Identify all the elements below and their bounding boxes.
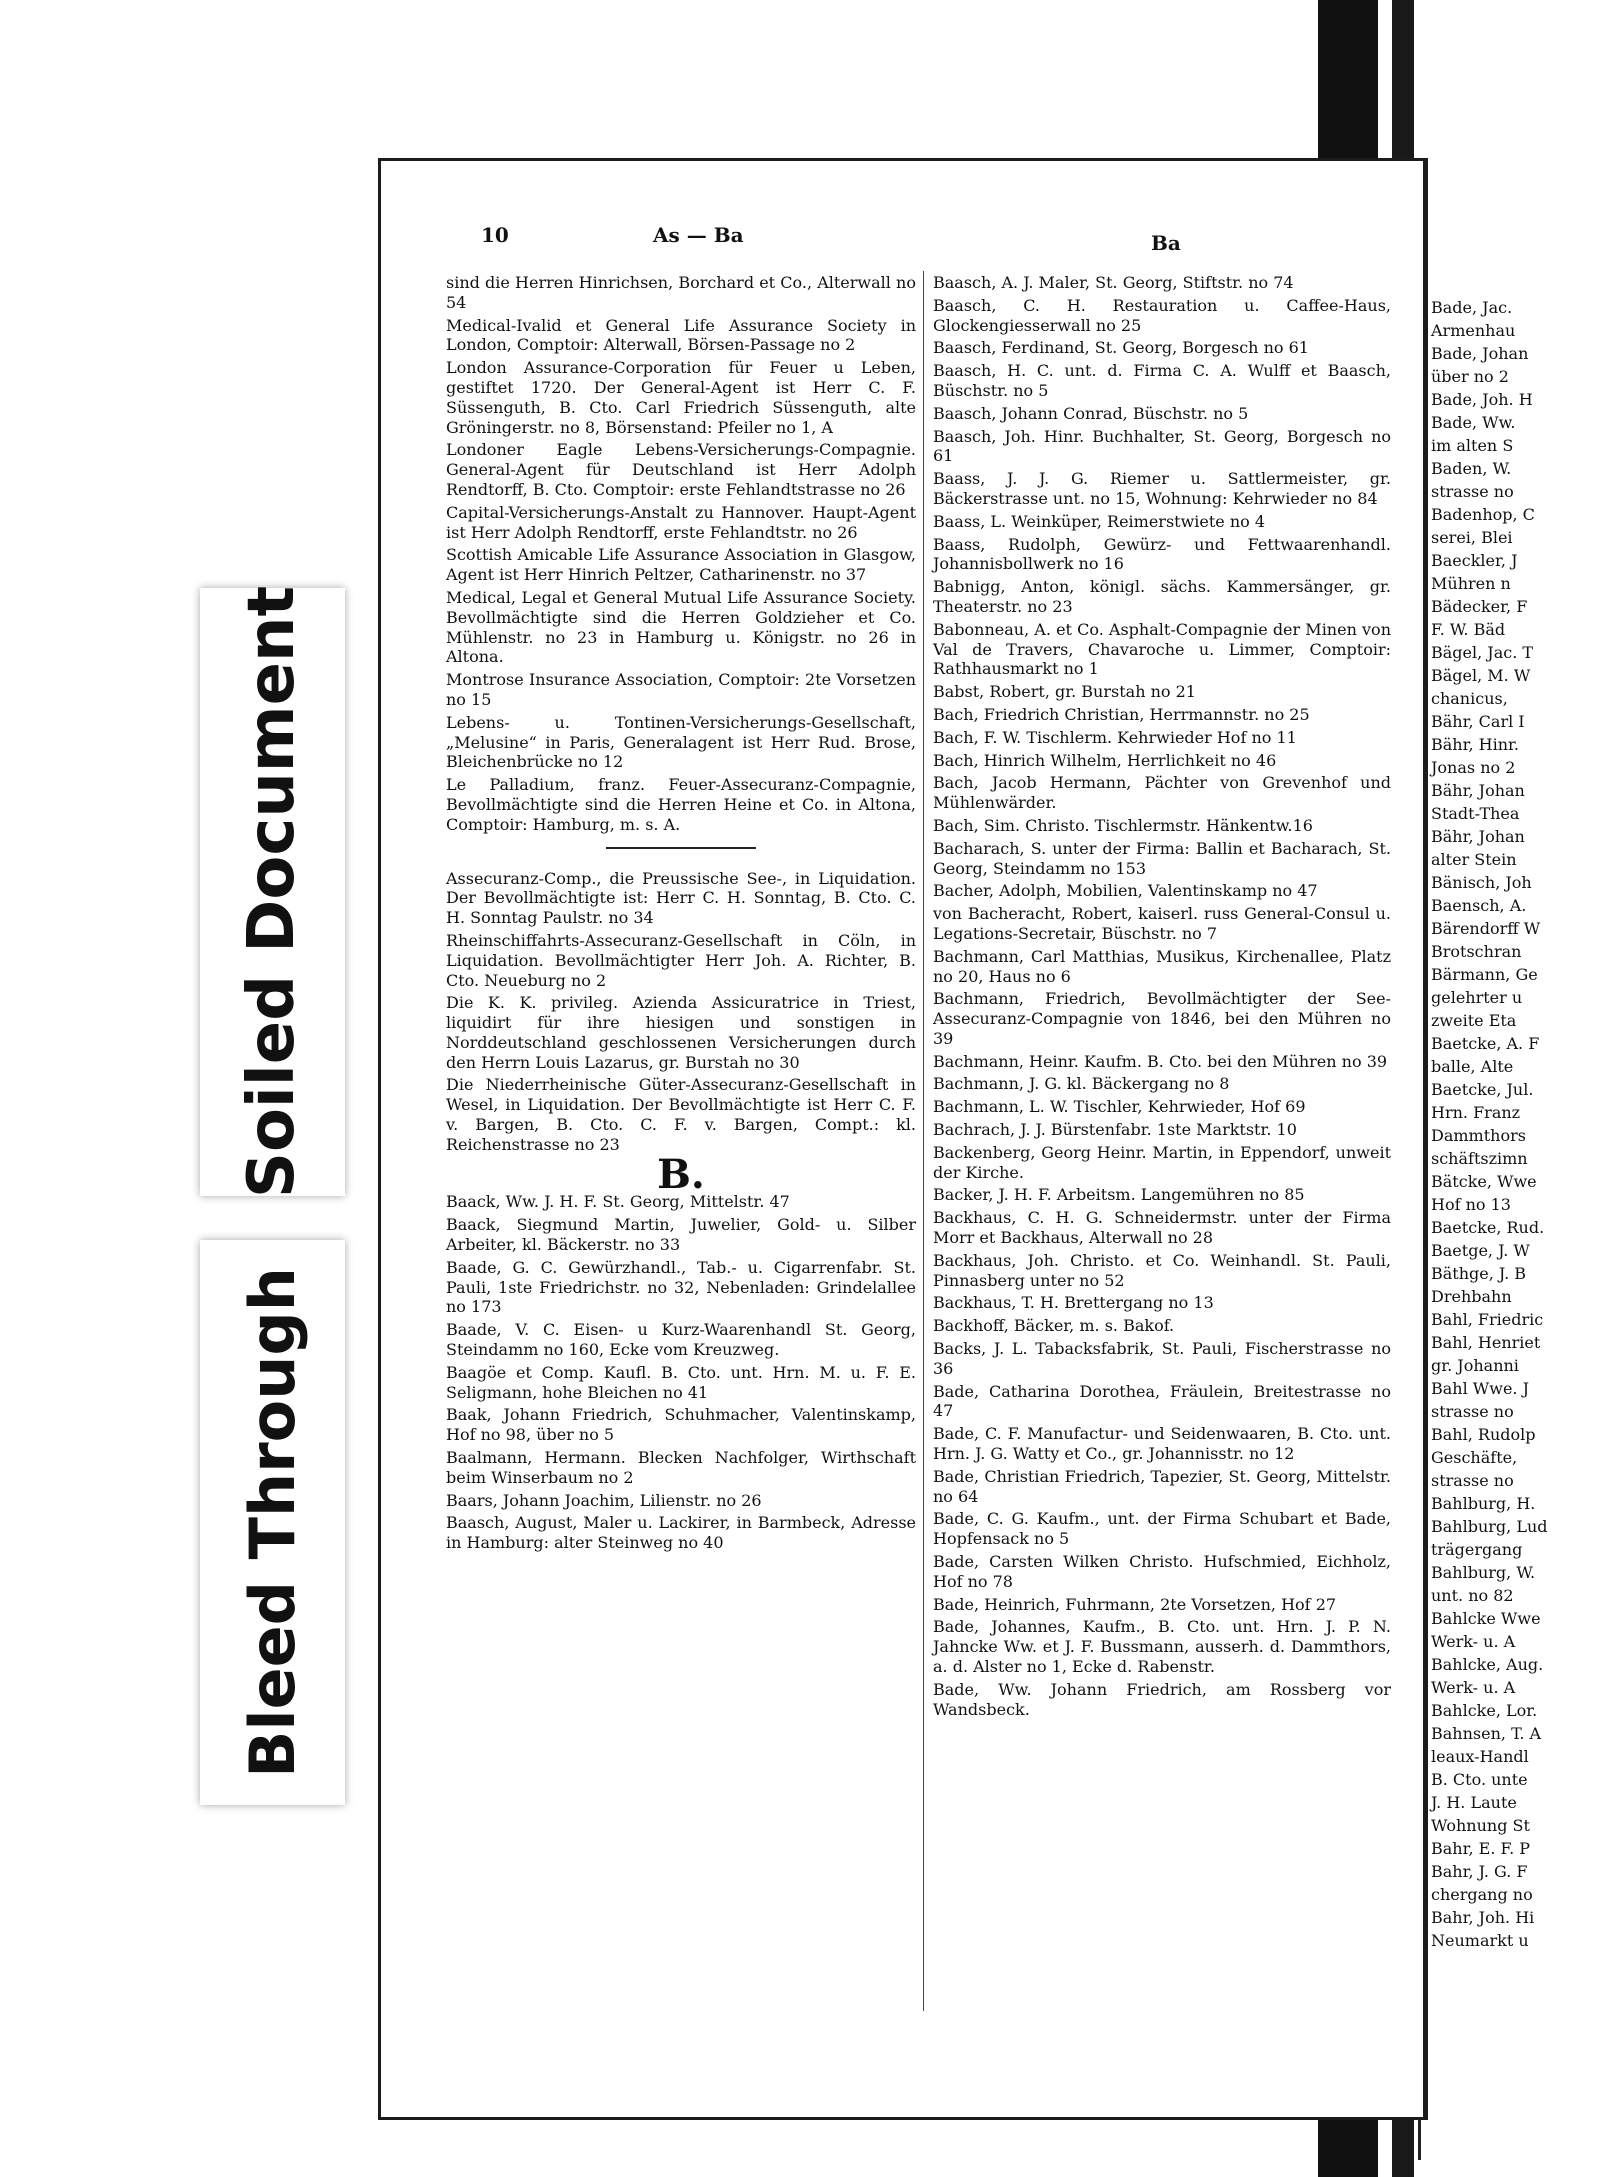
- directory-entry: Capital-Versicherungs-Anstalt zu Hannover. Haupt-Agent ist Herr Adolph Rendtorff, erste Fehlandtstr. no 26: [446, 502, 916, 542]
- next-page-line: chergang no: [1431, 1885, 1533, 1904]
- directory-entry: sind die Herren Hinrichsen, Borchard et Co., Alterwall no 54: [446, 273, 916, 312]
- directory-entry: Backhoff, Bäcker, m. s. Bakof.: [933, 1316, 1175, 1336]
- next-page-line: Bade, Ww.: [1431, 413, 1516, 432]
- column-divider: [923, 271, 924, 2011]
- next-page-line: strasse no: [1431, 1471, 1514, 1490]
- directory-entry: Lebens- u. Tontinen-Versicherungs-Gesellschaft, „Melusine“ in Paris, Generalagent ist Herr Rud. Brose, Bleichenbrücke no 12: [446, 712, 916, 772]
- next-page-line: Neumarkt u: [1431, 1931, 1529, 1950]
- next-page-line: Bähr, Hinr.: [1431, 735, 1520, 754]
- next-page-line: im alten S: [1431, 436, 1514, 455]
- next-page-line: trägergang: [1431, 1540, 1523, 1559]
- next-page-line: Wohnung St: [1431, 1816, 1530, 1835]
- next-page-line: B. Cto. unte: [1431, 1770, 1528, 1789]
- directory-entry: Bach, Hinrich Wilhelm, Herrlichkeit no 46: [933, 750, 1277, 770]
- directory-entry: Die K. K. privileg. Azienda Assicuratrice in Triest, liquidirt für ihre hiesigen und sonstigen in Norddeutschland geschlossenen Versicherungen durch den Herrn Louis Lazarus, gr. Burstah no 30: [446, 993, 916, 1072]
- next-page-line: Bahr, E. F. P: [1431, 1839, 1531, 1858]
- next-page-line: Bahlburg, Lud: [1431, 1517, 1548, 1536]
- directory-entry: Bade, Christian Friedrich, Tapezier, St. Georg, Mittelstr. no 64: [933, 1466, 1391, 1506]
- next-page-line: Baetcke, Jul.: [1431, 1080, 1534, 1099]
- directory-entry: Bachmann, Carl Matthias, Musikus, Kirchenallee, Platz no 20, Haus no 6: [933, 946, 1391, 986]
- next-page-line: Bähr, Johan: [1431, 827, 1525, 846]
- directory-entry: Baack, Siegmund Martin, Juwelier, Gold- u. Silber Arbeiter, kl. Bäckerstr. no 33: [446, 1215, 916, 1255]
- next-page-line: balle, Alte: [1431, 1057, 1514, 1076]
- next-page-line: Hof no 13: [1431, 1195, 1511, 1214]
- next-page-line: Jonas no 2: [1431, 758, 1516, 777]
- directory-entry: Scottish Amicable Life Assurance Association in Glasgow, Agent ist Herr Hinrich Peltzer, Catharinenstr. no 37: [446, 545, 916, 585]
- next-page-line: Bahlcke Wwe: [1431, 1609, 1541, 1628]
- directory-entry: Medical, Legal et General Mutual Life Assurance Society. Bevollmächtigte sind die Herren Goldzieher et Co. Mühlenstr. no 23 in Hamburg u. Königstr. no 26 in Altona.: [446, 587, 916, 667]
- next-page-line: Hrn. Franz: [1431, 1103, 1521, 1122]
- directory-entry: Bade, Carsten Wilken Christo. Hufschmied, Eichholz, Hof no 78: [933, 1552, 1391, 1591]
- next-page-line: Werk- u. A: [1431, 1632, 1516, 1651]
- left-column: [446, 273, 916, 1556]
- next-page-line: Bahr, Joh. Hi: [1431, 1908, 1535, 1927]
- directory-entry: Bacharach, S. unter der Firma: Ballin et Bacharach, St. Georg, Steindamm no 153: [933, 838, 1391, 878]
- next-page-line: Baetge, J. W: [1431, 1241, 1530, 1260]
- directory-entry: Bade, Johannes, Kaufm., B. Cto. unt. Hrn. J. P. N. Jahncke Ww. et J. F. Bussmann, ausserh. d. Dammthors, a. d. Alster no 1, Ecke d. Rabenstr.: [933, 1617, 1391, 1676]
- directory-entry: Backenberg, Georg Heinr. Martin, in Eppendorf, unweit der Kirche.: [933, 1142, 1391, 1182]
- next-page-line: Baensch, A.: [1431, 896, 1527, 915]
- directory-entry: Bade, Ww. Johann Friedrich, am Rossberg vor Wandsbeck.: [933, 1679, 1391, 1719]
- page-number: 10: [481, 223, 509, 247]
- directory-entry: Babst, Robert, gr. Burstah no 21: [933, 682, 1196, 702]
- next-page-line: schäftszimn: [1431, 1149, 1528, 1168]
- next-page-line: zweite Eta: [1431, 1011, 1517, 1030]
- directory-entry: Rheinschiffahrts-Assecuranz-Gesellschaft in Cöln, in Liquidation. Bevollmächtigter Herr Joh. A. Richter, B. Cto. Neueburg no 2: [446, 930, 916, 990]
- bleed-through-text: Bleed Through: [236, 1267, 309, 1778]
- next-page-line: Bahlburg, W.: [1431, 1563, 1536, 1582]
- directory-entry: Baass, L. Weinküper, Reimerstwiete no 4: [933, 511, 1266, 531]
- directory-entry: Baasch, A. J. Maler, St. Georg, Stiftstr. no 74: [933, 273, 1294, 292]
- next-page-line: Brotschran: [1431, 942, 1522, 961]
- directory-entry: Montrose Insurance Association, Comptoir: 2te Vorsetzen no 15: [446, 670, 916, 709]
- next-page-line: Bänisch, Joh: [1431, 873, 1532, 892]
- directory-entry: Baagöe et Comp. Kaufl. B. Cto. unt. Hrn. M. u. F. E. Seligmann, hohe Bleichen no 41: [446, 1362, 916, 1402]
- next-page-edge: [1418, 200, 1600, 2160]
- next-page-line: J. H. Laute: [1431, 1793, 1517, 1812]
- next-page-line: Bahnsen, T. A: [1431, 1724, 1542, 1743]
- directory-entry: Baars, Johann Joachim, Lilienstr. no 26: [446, 1490, 762, 1510]
- next-page-line: Bahl, Friedric: [1431, 1310, 1544, 1329]
- directory-entry: Baass, J. J. G. Riemer u. Sattlermeister, gr. Bäckerstrasse unt. no 15, Wohnung: Kehrwieder no 84: [933, 469, 1391, 508]
- directory-entry: Bade, Catharina Dorothea, Fräulein, Breitestrasse no 47: [933, 1381, 1391, 1421]
- next-page-line: Bade, Johan: [1431, 344, 1529, 363]
- next-page-line: Bade, Jac.: [1431, 298, 1513, 317]
- directory-entry: Baasch, Ferdinand, St. Georg, Borgesch no 61: [933, 338, 1309, 358]
- directory-entry: Bade, C. G. Kaufm., unt. der Firma Schubart et Bade, Hopfensack no 5: [933, 1509, 1391, 1549]
- next-page-line: Bahlcke, Aug.: [1431, 1655, 1544, 1674]
- soiled-document-label: [200, 585, 345, 1199]
- left-entries-c: [446, 1192, 916, 1553]
- next-page-line: serei, Blei: [1431, 528, 1513, 547]
- directory-entry: Bachmann, Friedrich, Bevollmächtigter der See-Assecuranz-Compagnie von 1846, bei den Mühren no 39: [933, 989, 1391, 1048]
- next-page-line: Bahl Wwe. J: [1431, 1379, 1529, 1398]
- next-page-line: Werk- u. A: [1431, 1678, 1516, 1697]
- next-page-line: Bahl, Rudolp: [1431, 1425, 1536, 1444]
- directory-entry: Bach, Jacob Hermann, Pächter von Grevenhof und Mühlenwärder.: [933, 773, 1391, 813]
- next-page-line: Bähr, Carl I: [1431, 712, 1525, 731]
- next-page-line: F. W. Bäd: [1431, 620, 1506, 639]
- next-page-line: Baden, W.: [1431, 459, 1512, 478]
- next-page-line: Bärmann, Ge: [1431, 965, 1538, 984]
- directory-entry: Babonneau, A. et Co. Asphalt-Compagnie der Minen von Val de Travers, Chavaroche u. Limmer, Comptoir: Rathhausmarkt no 1: [933, 619, 1391, 679]
- directory-entry: Bachmann, L. W. Tischler, Kehrwieder, Hof 69: [933, 1097, 1306, 1117]
- directory-entry: Backhaus, C. H. G. Schneidermstr. unter der Firma Morr et Backhaus, Alterwall no 28: [933, 1208, 1391, 1248]
- next-page-line: Baetcke, Rud.: [1431, 1218, 1545, 1237]
- next-page-line: alter Stein: [1431, 850, 1517, 869]
- next-page-line: strasse no: [1431, 482, 1514, 501]
- next-page-line: Dammthors: [1431, 1126, 1526, 1145]
- next-page-line: Bägel, M. W: [1431, 666, 1531, 685]
- next-page-line: Geschäfte,: [1431, 1448, 1518, 1467]
- directory-entry: Baasch, C. H. Restauration u. Caffee-Haus, Glockengiesserwall no 25: [933, 295, 1391, 335]
- next-page-line: Bätcke, Wwe: [1431, 1172, 1537, 1191]
- next-page-line: Bahlcke, Lor.: [1431, 1701, 1538, 1720]
- running-header-left: As — Ba: [653, 223, 744, 247]
- directory-entry: Baade, V. C. Eisen- u Kurz-Waarenhandl St. Georg, Steindamm no 160, Ecke vom Kreuzweg.: [446, 1320, 916, 1360]
- next-page-line: chanicus,: [1431, 689, 1508, 708]
- next-page-lines: [1421, 200, 1600, 1952]
- directory-entry: Backhaus, Joh. Christo. et Co. Weinhandl. St. Pauli, Pinnasberg unter no 52: [933, 1250, 1391, 1290]
- directory-entry: Babnigg, Anton, königl. sächs. Kammersänger, gr. Theaterstr. no 23: [933, 577, 1391, 616]
- directory-entry: Baasch, H. C. unt. d. Firma C. A. Wulff et Baasch, Büschstr. no 5: [933, 361, 1391, 400]
- directory-entry: Baalmann, Hermann. Blecken Nachfolger, Wirthschaft beim Winserbaum no 2: [446, 1448, 916, 1487]
- next-page-line: gr. Johanni: [1431, 1356, 1519, 1375]
- directory-entry: Bach, Sim. Christo. Tischlermstr. Hänkentw.16: [933, 815, 1313, 835]
- directory-entry: Bacher, Adolph, Mobilien, Valentinskamp no 47: [933, 881, 1318, 901]
- next-page-line: Bädecker, F: [1431, 597, 1528, 616]
- next-page-line: Stadt-Thea: [1431, 804, 1520, 823]
- next-page-line: Bahr, J. G. F: [1431, 1862, 1528, 1881]
- bleed-through-label: [200, 1240, 345, 1805]
- next-page-line: Drehbahn: [1431, 1287, 1512, 1306]
- directory-entry: Londoner Eagle Lebens-Versicherungs-Compagnie. General-Agent für Deutschland ist Herr Adolph Rendtorff, B. Cto. Comptoir: erste Fehlandtstrasse no 26: [446, 440, 916, 499]
- directory-entry: Backhaus, T. H. Brettergang no 13: [933, 1293, 1214, 1313]
- next-page-line: Baeckler, J: [1431, 551, 1518, 570]
- next-page-line: Bähr, Johan: [1431, 781, 1525, 800]
- directory-entry: Assecuranz-Comp., die Preussische See-, in Liquidation. Der Bevollmächtigte ist: Herr C. H. Sonntag, B. Cto. C. H. Sonntag Paulstr. no 34: [446, 868, 916, 928]
- directory-entry: London Assurance-Corporation für Feuer u Leben, gestiftet 1720. Der General-Agent ist Herr C. F. Süssenguth, B. Cto. Carl Friedrich Süssenguth, alte Gröningerstr. no 8, Börsenstand: Pfeiler no 1, A: [446, 358, 916, 437]
- section-letter: B.: [657, 1150, 705, 1198]
- directory-entry: Baak, Johann Friedrich, Schuhmacher, Valentinskamp, Hof no 98, über no 5: [446, 1405, 916, 1445]
- directory-entry: Backs, J. L. Tabacksfabrik, St. Pauli, Fischerstrasse no 36: [933, 1339, 1391, 1378]
- directory-entry: Baack, Ww. J. H. F. St. Georg, Mittelstr. 47: [446, 1192, 790, 1212]
- next-page-line: Bahlburg, H.: [1431, 1494, 1536, 1513]
- directory-entry: Baasch, Johann Conrad, Büschstr. no 5: [933, 403, 1249, 423]
- running-header-right: Ba: [1151, 231, 1181, 255]
- directory-entry: Le Palladium, franz. Feuer-Assecuranz-Compagnie, Bevollmächtigte sind die Herren Heine et Co. in Altona, Comptoir: Hamburg, m. s. A.: [446, 775, 916, 834]
- directory-entry: Bachmann, J. G. kl. Bäckergang no 8: [933, 1074, 1230, 1094]
- directory-entry: Die Niederrheinische Güter-Assecuranz-Gesellschaft in Wesel, in Liquidation. Der Bevollmächtigte ist Herr C. F. v. Bargen, B. Cto. C. F. v. Bargen, Compt.: kl. Reichenstrasse no 23: [446, 1075, 916, 1154]
- next-page-line: Bäthge, J. B: [1431, 1264, 1527, 1283]
- next-page-line: leaux-Handl: [1431, 1747, 1529, 1766]
- directory-entry: Bachmann, Heinr. Kaufm. B. Cto. bei den Mühren no 39: [933, 1051, 1388, 1071]
- directory-entry: Bachrach, J. J. Bürstenfabr. 1ste Marktstr. 10: [933, 1120, 1297, 1140]
- directory-entry: Bach, Friedrich Christian, Herrmannstr. no 25: [933, 704, 1310, 724]
- next-page-line: Armenhau: [1431, 321, 1516, 340]
- left-entries-a: [446, 273, 916, 835]
- directory-entry: Medical-Ivalid et General Life Assurance Society in London, Comptoir: Alterwall, Börsen-Passage no 2: [446, 315, 916, 355]
- next-page-line: Bägel, Jac. T: [1431, 643, 1534, 662]
- directory-entry: von Bacheracht, Robert, kaiserl. russ General-Consul u. Legations-Secretair, Büschstr. no 7: [933, 904, 1391, 943]
- left-entries-b: [446, 869, 916, 1155]
- next-page-line: Badenhop, C: [1431, 505, 1535, 524]
- next-page-line: über no 2: [1431, 367, 1509, 386]
- next-page-line: Mühren n: [1431, 574, 1511, 593]
- soiled-document-text: Soiled Document: [235, 585, 310, 1199]
- next-page-line: Bärendorff W: [1431, 919, 1541, 938]
- directory-entry: Bade, Heinrich, Fuhrmann, 2te Vorsetzen, Hof 27: [933, 1594, 1337, 1614]
- next-page-line: strasse no: [1431, 1402, 1514, 1421]
- right-column: [933, 273, 1391, 1722]
- directory-entry: Baade, G. C. Gewürzhandl., Tab.- u. Cigarrenfabr. St. Pauli, 1ste Friedrichstr. no 32, Nebenladen: Grindelallee no 173: [446, 1257, 916, 1317]
- right-entries: [933, 273, 1391, 1719]
- directory-entry: Baasch, Joh. Hinr. Buchhalter, St. Georg, Borgesch no 61: [933, 426, 1391, 466]
- next-page-line: Baetcke, A. F: [1431, 1034, 1540, 1053]
- directory-entry: Baass, Rudolph, Gewürz- und Fettwaarenhandl. Johannisbollwerk no 16: [933, 534, 1391, 574]
- section-rule: [606, 847, 756, 849]
- directory-entry: Baasch, August, Maler u. Lackirer, in Barmbeck, Adresse in Hamburg: alter Steinweg no 40: [446, 1513, 916, 1553]
- next-page-line: Bade, Joh. H: [1431, 390, 1533, 409]
- directory-entry: Backer, J. H. F. Arbeitsm. Langemühren no 85: [933, 1185, 1305, 1205]
- directory-entry: Bach, F. W. Tischlerm. Kehrwieder Hof no 11: [933, 727, 1297, 747]
- next-page-line: gelehrter u: [1431, 988, 1523, 1007]
- scanned-page: [378, 158, 1428, 2120]
- directory-entry: Bade, C. F. Manufactur- und Seidenwaaren, B. Cto. unt. Hrn. J. G. Watty et Co., gr. Johannisstr. no 12: [933, 1424, 1391, 1464]
- next-page-line: unt. no 82: [1431, 1586, 1514, 1605]
- next-page-line: Bahl, Henriet: [1431, 1333, 1541, 1352]
